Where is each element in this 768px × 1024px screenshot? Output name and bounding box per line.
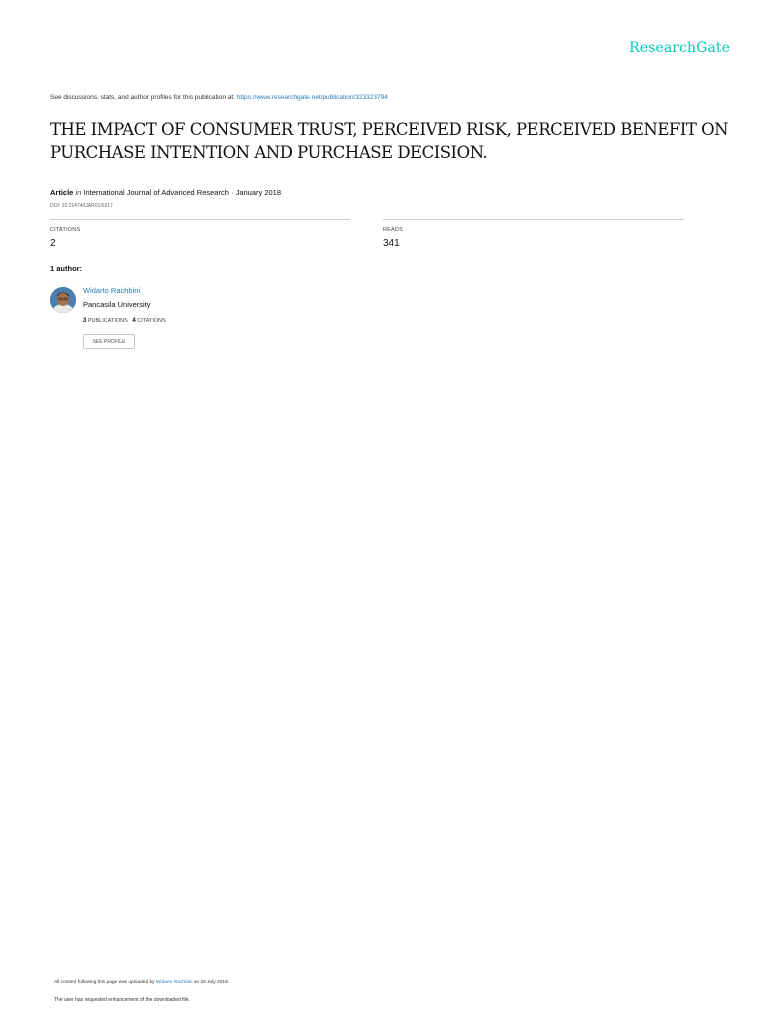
doi: DOI: 10.21474/IJAR01/6317 (50, 203, 113, 209)
upload-prefix: All content following this page was uploaded by (54, 980, 155, 985)
author-avatar[interactable] (50, 287, 76, 313)
author-photo (50, 287, 76, 313)
publication-date: · January 2018 (230, 188, 282, 197)
enhancement-note: The user has requested enhancement of the downloaded file. (54, 997, 190, 1003)
publication-link[interactable]: https://www.researchgate.net/publication/323323794 (236, 94, 388, 101)
see-profile-button[interactable]: SEE PROFILE (83, 334, 135, 349)
upload-suffix: on 20 July 2018. (193, 980, 229, 985)
reads-value: 341 (383, 238, 400, 249)
in-word: in (75, 188, 82, 197)
publication-title: THE IMPACT OF CONSUMER TRUST, PERCEIVED RISK, PERCEIVED BENEFIT ON PURCHASE INTENTION AND PURCHASE DECISION. (50, 120, 729, 162)
upload-note (54, 980, 229, 985)
author-institution: Pancasila University (83, 300, 151, 309)
author-citations-count: 4 (132, 318, 136, 324)
citations-label: CITATIONS (50, 227, 81, 233)
author-publications-count: 3 (83, 318, 87, 324)
authors-heading: 1 author: (50, 264, 83, 273)
researchgate-logo[interactable]: ResearchGate (629, 40, 730, 56)
reads-label: READS (383, 227, 403, 233)
publication-type: Article (50, 188, 74, 197)
uploader-link[interactable]: Widarto Rachbini (155, 980, 193, 985)
author-citations-label: CITATIONS (137, 318, 166, 324)
author-name[interactable]: Widarto Rachbini (83, 286, 141, 295)
publication-meta (50, 188, 281, 197)
journal-name[interactable]: International Journal of Advanced Research (83, 188, 229, 197)
citations-value: 2 (50, 238, 56, 249)
reads-divider (383, 219, 684, 220)
author-publications-label: PUBLICATIONS (87, 318, 128, 324)
discussions-note (50, 94, 388, 101)
discussions-text: See discussions, stats, and author profiles for this publication at: (50, 94, 235, 101)
citations-divider (50, 219, 350, 220)
author-stats (83, 318, 166, 324)
